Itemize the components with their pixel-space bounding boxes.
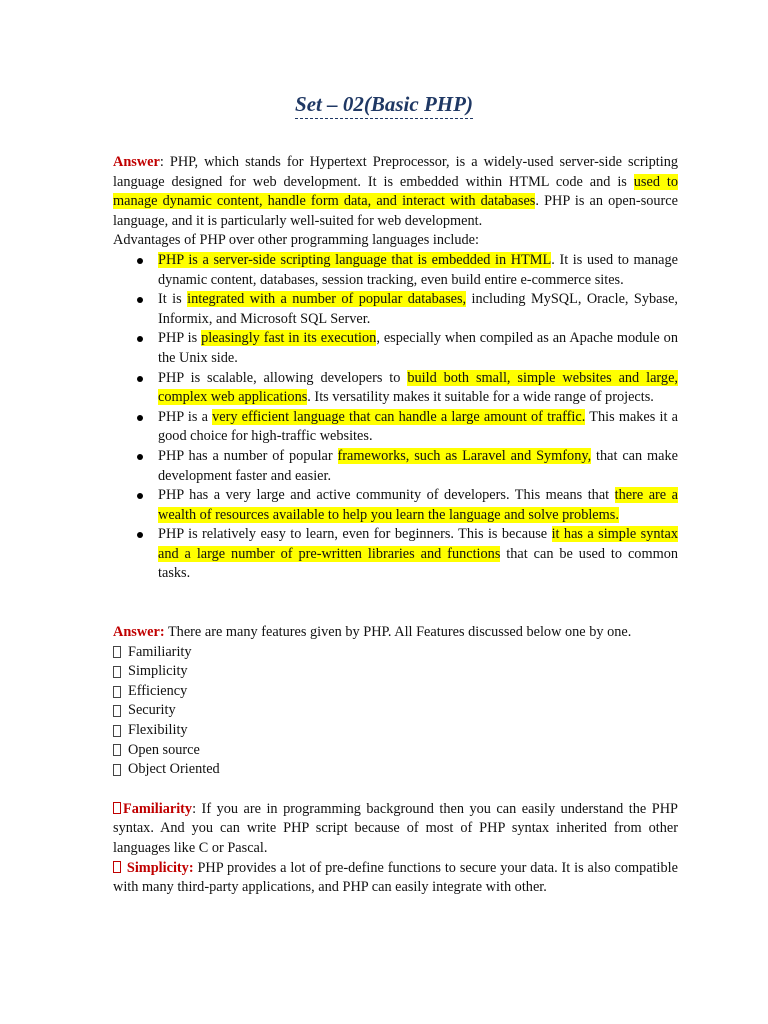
list-item: PHP is relatively easy to learn, even for beginners. This is because it has a simple syntax and a large number of pre-written libraries and functions that can be used to common tasks.	[158, 525, 678, 584]
list-item: Open source	[113, 741, 678, 761]
list-item: PHP is a very efficient language that can handle a large amount of traffic. This makes it a good choice for high-traffic websites.	[158, 408, 678, 447]
page-title-text: Set – 02(Basic PHP)	[295, 92, 473, 119]
list-item: It is integrated with a number of popular databases, including MySQL, Oracle, Sybase, Informix, and Microsoft SQL Server.	[158, 290, 678, 329]
list-item: PHP has a number of popular frameworks, such as Laravel and Symfony, that can make development faster and easier.	[158, 447, 678, 486]
list-item: PHP is a server-side scripting language that is embedded in HTML. It is used to manage dynamic content, databases, session tracking, even build entire e-commerce sites.	[158, 251, 678, 290]
advantages-list	[113, 251, 678, 584]
missing-glyph-icon	[113, 666, 121, 678]
list-item: Efficiency	[113, 682, 678, 702]
intro-paragraph	[113, 153, 678, 231]
intro-text: : PHP, which stands for Hypertext Preprocessor, is a widely-used server-side scripting language designed for web development. It is embedded within HTML code and is	[113, 154, 678, 190]
missing-glyph-icon	[113, 744, 121, 756]
intro-highlight: used to manage dynamic content, handle form data, and interact with databases	[113, 173, 678, 210]
missing-glyph-icon	[113, 802, 121, 814]
features-intro: Answer: There are many features given by PHP. All Features discussed below one by one.	[113, 624, 632, 641]
simplicity-paragraph: Simplicity: PHP provides a lot of pre-define functions to secure your data. It is also compatible with many third-party applications, and PHP can easily integrate with other.	[113, 859, 678, 896]
page-title	[0, 92, 768, 117]
features-list	[113, 643, 678, 780]
answer-label: Answer:	[113, 624, 165, 641]
list-item: Security	[113, 701, 678, 721]
missing-glyph-icon	[113, 705, 121, 717]
list-item: Simplicity	[113, 662, 678, 682]
missing-glyph-icon	[113, 686, 121, 698]
list-item: PHP has a very large and active community of developers. This means that there are a wealth of resources available to help you learn the language and solve problems.	[158, 486, 678, 525]
list-item: Familiarity	[113, 643, 678, 663]
familiarity-paragraph: Familiarity: If you are in programming background then you can easily understand the PHP syntax. And you can write PHP script because of most of PHP syntax inherited from other languages like C or Pascal.	[113, 800, 678, 856]
list-item: PHP is pleasingly fast in its execution, especially when compiled as an Apache module on the Unix side.	[158, 329, 678, 368]
document-body	[113, 153, 678, 898]
intro-text-end: . PHP is an open-source language, and it is particularly well-suited for web development.	[113, 193, 679, 229]
missing-glyph-icon	[113, 764, 121, 776]
list-item: Object Oriented	[113, 760, 678, 780]
list-item: PHP is scalable, allowing developers to build both small, simple websites and large, complex web applications. Its versatility makes it suitable for a wide range of projects.	[158, 369, 678, 408]
list-item: Flexibility	[113, 721, 678, 741]
spacer	[113, 584, 678, 623]
missing-glyph-icon	[113, 861, 121, 873]
spacer	[113, 780, 678, 800]
advantages-heading: Advantages of PHP over other programming languages include:	[113, 232, 479, 249]
answer-label: Answer	[113, 154, 160, 170]
missing-glyph-icon	[113, 646, 121, 658]
missing-glyph-icon	[113, 725, 121, 737]
